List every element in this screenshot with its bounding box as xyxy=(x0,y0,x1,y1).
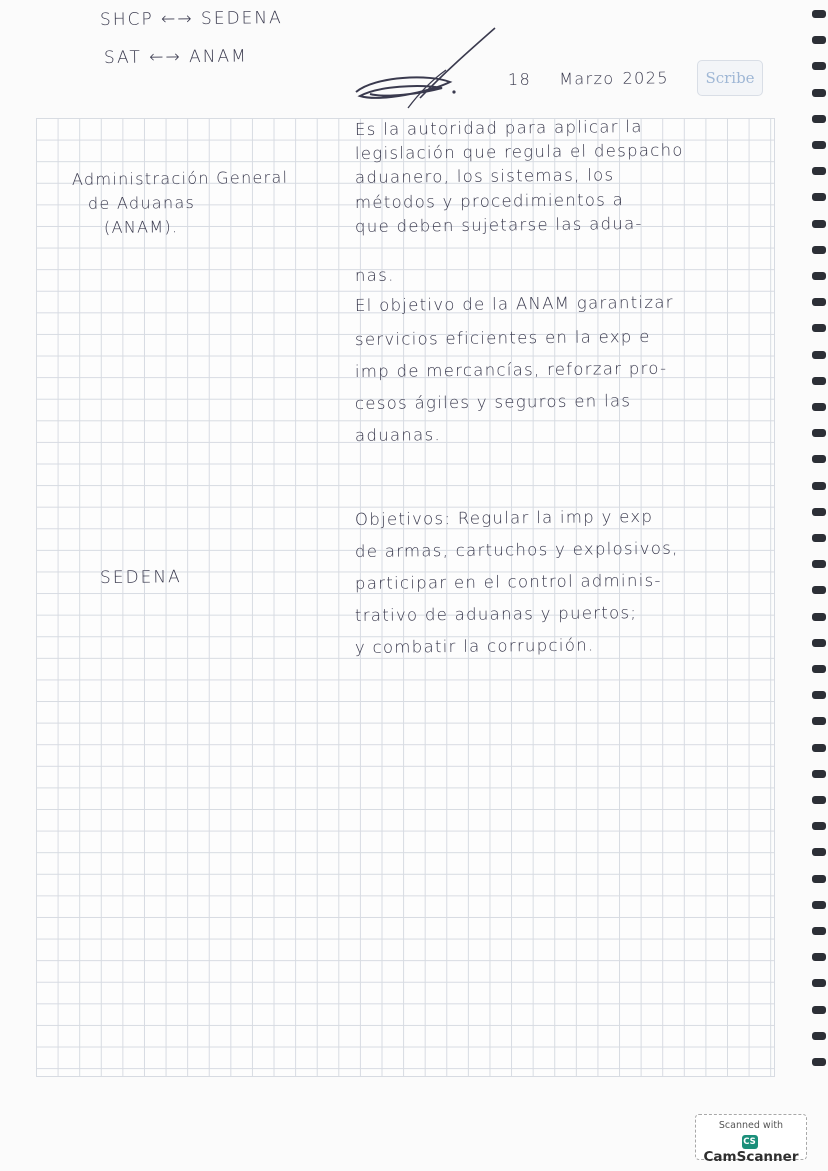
camscanner-badge xyxy=(695,1114,807,1165)
binding-ring xyxy=(812,744,826,752)
binding-ring xyxy=(812,508,826,516)
binding-ring xyxy=(812,89,826,97)
binding-ring xyxy=(812,193,826,201)
binding-ring xyxy=(812,167,826,175)
anam-text-line-11: aduanas. xyxy=(354,425,442,445)
binding-ring xyxy=(812,691,826,699)
date-day: 18 xyxy=(507,69,532,89)
binding-ring xyxy=(812,1058,826,1066)
binding-ring xyxy=(812,613,826,621)
binding-ring xyxy=(812,979,826,987)
binding-ring xyxy=(812,429,826,437)
binding-ring xyxy=(812,1032,826,1040)
label-anam-line-2: de Aduanas xyxy=(87,192,196,213)
grid-paper xyxy=(36,118,775,1077)
binding-ring xyxy=(812,560,826,568)
camscanner-logo-icon: CS xyxy=(743,1137,756,1147)
binding-ring xyxy=(812,403,826,411)
binding-ring xyxy=(812,927,826,935)
label-anam-line-1: Administración General xyxy=(71,167,289,189)
date-month: Marzo xyxy=(559,68,615,89)
binding-ring xyxy=(812,665,826,673)
binding-ring xyxy=(812,62,826,70)
signature-scribble xyxy=(350,20,500,110)
sedena-text-line-1: Objetivos: Regular la imp y exp xyxy=(354,506,654,529)
sedena-text-line-5: y combatir la corrupción. xyxy=(354,635,595,657)
binding-ring xyxy=(812,377,826,385)
sedena-text-line-3: participar en el control adminis- xyxy=(354,570,662,593)
binding-ring xyxy=(812,901,826,909)
scanner-brand xyxy=(696,1133,806,1165)
sedena-text-line-4: trativo de aduanas y puertos; xyxy=(354,603,638,625)
anam-text-line-7: El objetivo de la ANAM garantizar xyxy=(354,292,674,315)
anam-text-line-10: cesos ágiles y seguros en las xyxy=(354,391,632,413)
scribe-logo: Scribe xyxy=(697,60,763,96)
binding-ring xyxy=(812,875,826,883)
anam-text-line-1: Es la autoridad para aplicar la xyxy=(354,116,643,139)
sedena-text-line-2: de armas, cartuchos y explosivos, xyxy=(354,538,679,561)
binding-ring xyxy=(812,1006,826,1014)
binding-ring xyxy=(812,351,826,359)
binding-ring xyxy=(812,639,826,647)
anam-text-line-6: nas. xyxy=(354,265,395,285)
binding-ring xyxy=(812,246,826,254)
binding-ring xyxy=(812,324,826,332)
label-anam-line-3: (ANAM). xyxy=(103,217,179,237)
anam-text-line-3: aduanero, los sistemas, los xyxy=(354,165,615,187)
binding-ring xyxy=(812,770,826,778)
binding-ring xyxy=(812,220,826,228)
anam-text-line-9: imp de mercancías, reforzar pro- xyxy=(354,358,668,381)
anam-text-line-2: legislación que regula el despacho xyxy=(354,140,684,163)
date-year: 2025 xyxy=(622,68,669,88)
anam-text-line-5: que deben sujetarse las adua- xyxy=(354,213,643,236)
scanner-brand-name: CamScanner xyxy=(703,1149,799,1165)
binding-ring xyxy=(812,586,826,594)
anam-text-line-4: métodos y procedimientos a xyxy=(354,190,625,212)
scanner-caption: Scanned with xyxy=(718,1120,784,1131)
binding-ring xyxy=(812,482,826,490)
binding-ring xyxy=(812,36,826,44)
anam-text-line-8: servicios eficientes en la exp e xyxy=(354,326,651,349)
binding-ring xyxy=(812,272,826,280)
binding-ring xyxy=(812,953,826,961)
header-note-shcp-sedena: SHCP ←→ SEDENA xyxy=(99,8,283,30)
date-line xyxy=(508,68,669,89)
binding-ring xyxy=(812,298,826,306)
binding-ring xyxy=(812,717,826,725)
header-note-sat-anam: SAT ←→ ANAM xyxy=(103,46,248,68)
binding-ring xyxy=(812,848,826,856)
spiral-binding xyxy=(806,0,828,1090)
binding-ring xyxy=(812,796,826,804)
binding-ring xyxy=(812,534,826,542)
binding-ring xyxy=(812,115,826,123)
binding-ring xyxy=(812,141,826,149)
binding-ring xyxy=(812,10,826,18)
binding-ring xyxy=(812,822,826,830)
label-sedena: SEDENA xyxy=(99,567,182,588)
binding-ring xyxy=(812,455,826,463)
